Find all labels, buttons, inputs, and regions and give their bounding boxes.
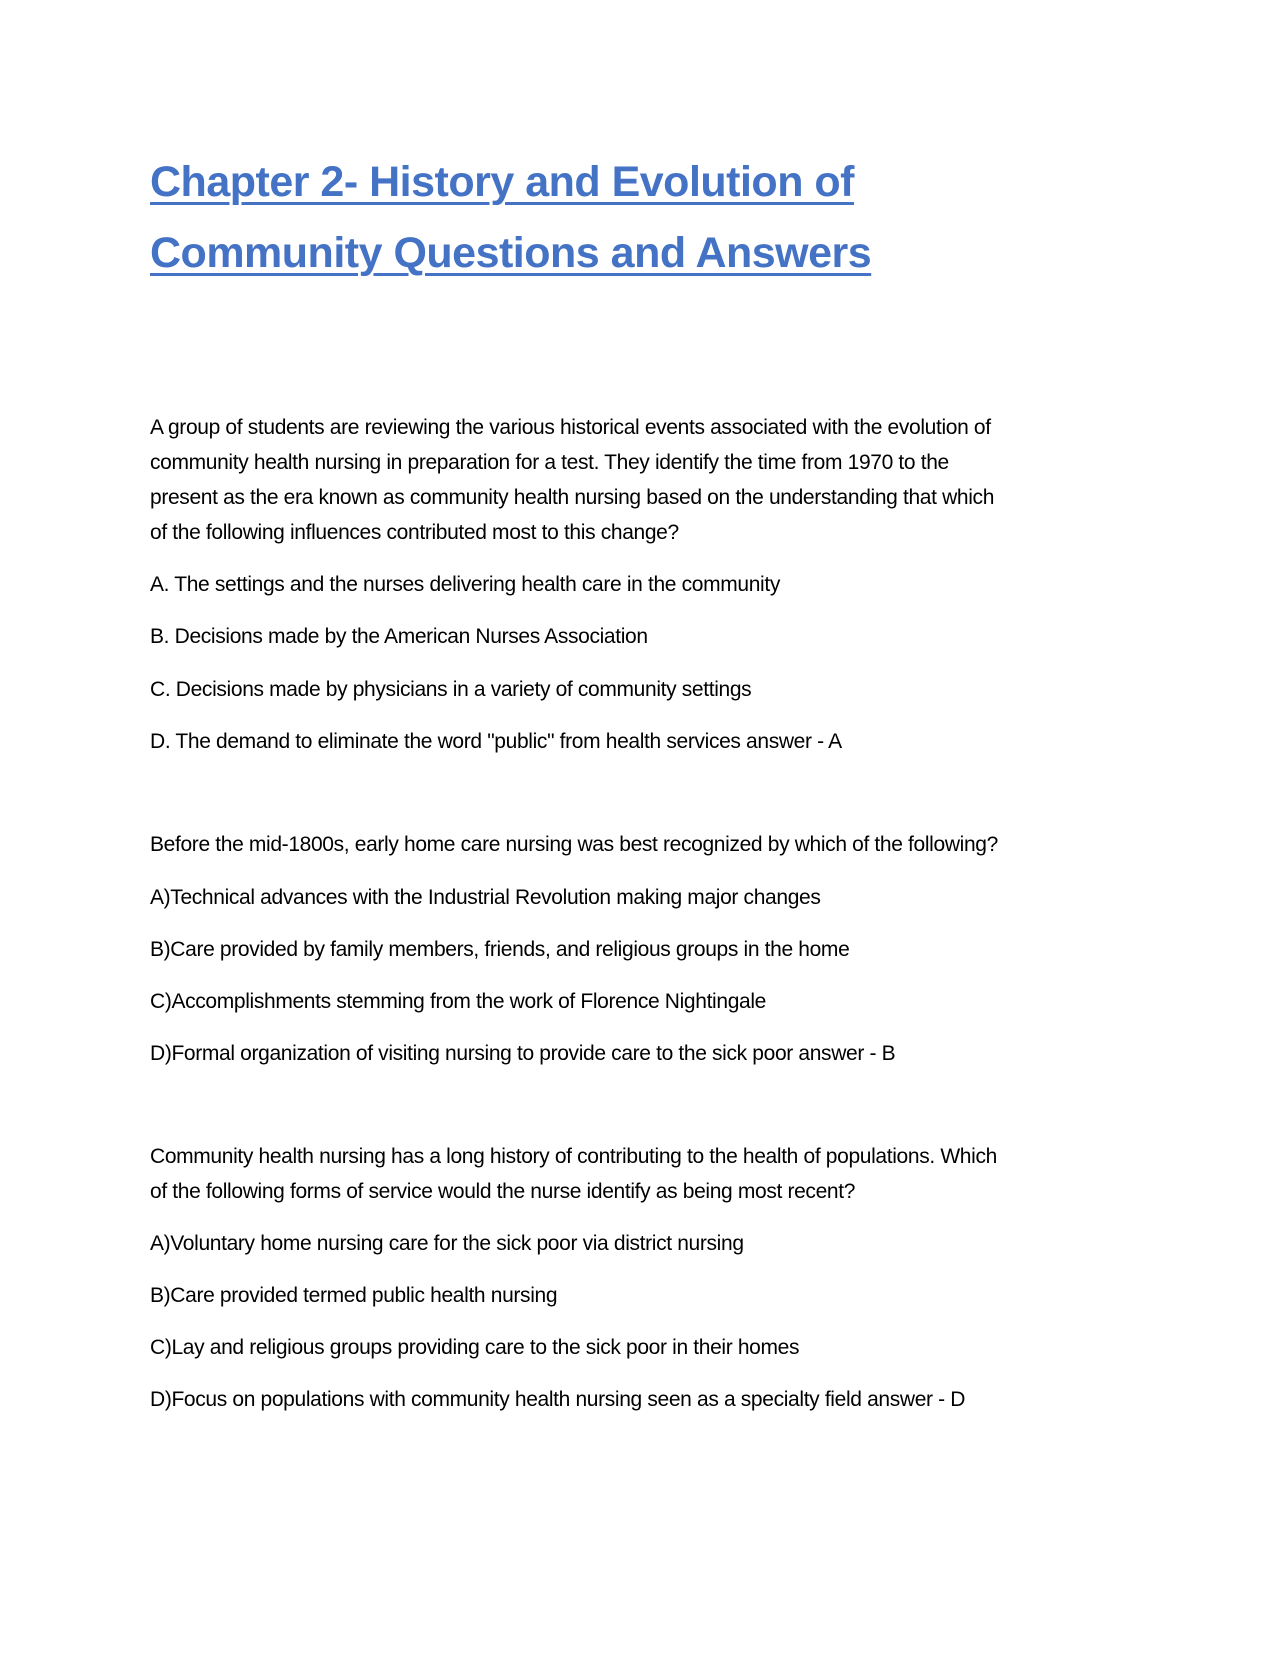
question-1-option-d: D. The demand to eliminate the word "public" from health services answer - A — [150, 730, 842, 753]
question-1-stem-line: of the following influences contributed most to this change? — [150, 521, 679, 544]
document-title-line-2[interactable]: Community Questions and Answers — [150, 229, 872, 277]
question-2-option-c: C)Accomplishments stemming from the work of Florence Nightingale — [150, 990, 766, 1013]
question-3-option-b: B)Care provided termed public health nursing — [150, 1284, 558, 1307]
question-3-option-a: A)Voluntary home nursing care for the sick poor via district nursing — [150, 1232, 744, 1255]
question-1-stem-line: present as the era known as community health nursing based on the understanding that which — [150, 486, 995, 509]
question-1-option-b: B. Decisions made by the American Nurses Association — [150, 625, 648, 648]
question-3-stem-line: Community health nursing has a long history of contributing to the health of populations. Which — [150, 1145, 997, 1168]
question-1-stem-line: A group of students are reviewing the various historical events associated with the evolution of — [150, 416, 991, 439]
question-2-option-a: A)Technical advances with the Industrial Revolution making major changes — [150, 886, 821, 909]
question-1-option-c: C. Decisions made by physicians in a variety of community settings — [150, 678, 752, 701]
document-title-line-1[interactable]: Chapter 2- History and Evolution of — [150, 158, 854, 206]
question-2-option-d: D)Formal organization of visiting nursing to provide care to the sick poor answer - B — [150, 1042, 896, 1065]
question-2-stem-line: Before the mid-1800s, early home care nursing was best recognized by which of the following? — [150, 833, 998, 856]
question-3-stem-line: of the following forms of service would the nurse identify as being most recent? — [150, 1180, 856, 1203]
question-3-option-d: D)Focus on populations with community health nursing seen as a specialty field answer - D — [150, 1388, 966, 1411]
question-3-option-c: C)Lay and religious groups providing care to the sick poor in their homes — [150, 1336, 800, 1359]
question-2-option-b: B)Care provided by family members, friends, and religious groups in the home — [150, 938, 850, 961]
question-1-stem-line: community health nursing in preparation for a test. They identify the time from 1970 to the — [150, 451, 949, 474]
question-1-option-a: A. The settings and the nurses delivering health care in the community — [150, 573, 780, 596]
